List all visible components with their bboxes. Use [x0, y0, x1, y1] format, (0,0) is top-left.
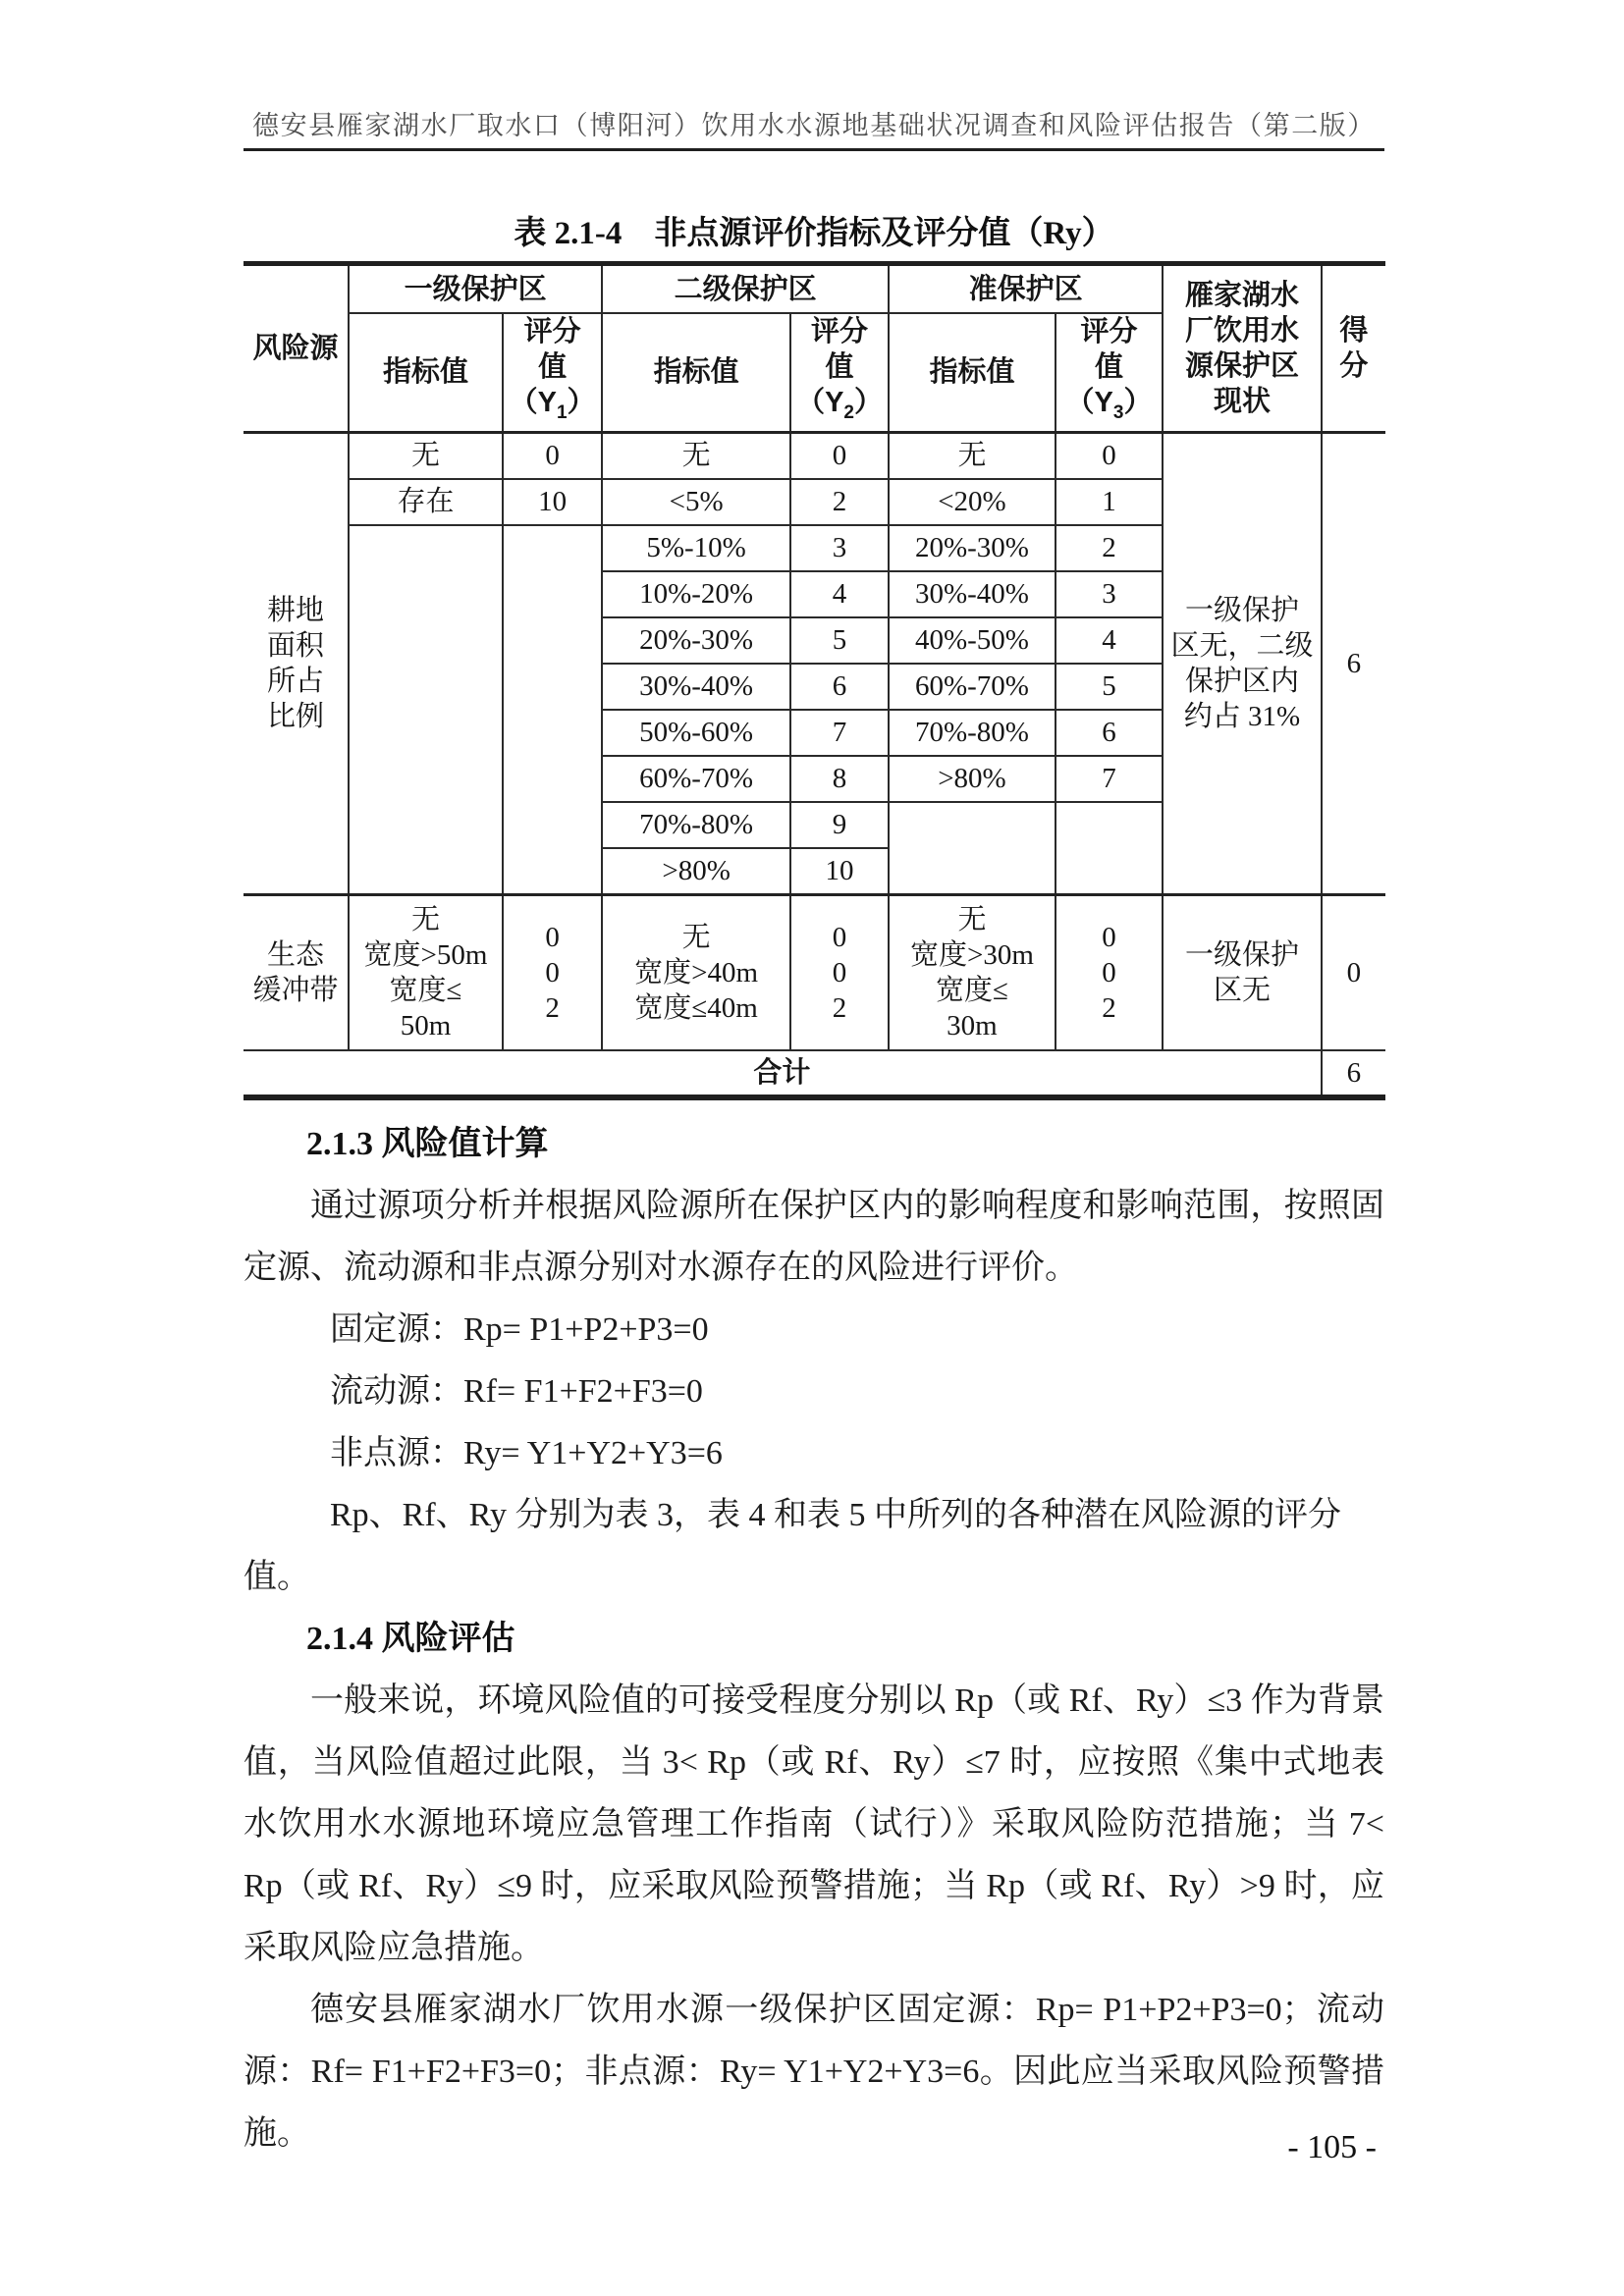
cropland-label-cell: 耕地 面积 所占 比例	[244, 432, 349, 894]
indicator-cell: 60%-70%	[602, 756, 790, 802]
score-cell: 10	[790, 848, 889, 895]
indicator-cell: 无 宽度>30m 宽度≤ 30m	[889, 894, 1056, 1050]
paragraph-conclusion: 德安县雁家湖水厂饮用水源一级保护区固定源：Rp= P1+P2+P3=0；流动源：Rf= F1+F2+F3=0；非点源：Ry= Y1+Y2+Y3=6。因此应当采取风险预警措施。	[244, 1991, 1384, 2152]
total-label-cell: 合计	[244, 1050, 1322, 1097]
score-cell: 7	[1056, 756, 1163, 802]
score-y2-subscript: 2	[843, 401, 854, 423]
indicator-cell: 70%-80%	[889, 710, 1056, 756]
indicator-cell: 50%-60%	[602, 710, 790, 756]
score-cell: 6	[790, 664, 889, 710]
score-cell: 0	[1056, 432, 1163, 479]
formula-mobile-source: 流动源：Rf= F1+F2+F3=0	[330, 1372, 703, 1410]
score-y-close: ）	[854, 387, 884, 418]
paragraph-risk-assessment: 一般来说，环境风险值的可接受程度分别以 Rp（或 Rf、Ry）≤3 作为背景值，当风险值超过此限，当 3< Rp（或 Rf、Ry）≤7 时，应按照《集中式地表水饮用水水源地环境应急管理工作指南（试行）》采取风险防范措施；当 7< Rp（或 Rf、Ry）≤9 时，应采取风险预警措施；当 Rp（或 Rf、Ry）>9 时，应采取风险应急措施。	[244, 1682, 1384, 1966]
zone3-indicator-header-cell: 指标值	[889, 313, 1056, 432]
status-header-cell: 雁家湖水 厂饮用水 源保护区 现状	[1163, 264, 1322, 433]
empty-cell	[889, 802, 1056, 895]
risk-score-table	[244, 261, 1385, 1100]
score-cell: 0 0 2	[790, 894, 889, 1050]
cropland-status-cell: 一级保护 区无，二级 保护区内 约占 31%	[1163, 432, 1322, 894]
indicator-cell: 无 宽度>50m 宽度≤ 50m	[349, 894, 503, 1050]
indicator-cell: 20%-30%	[889, 525, 1056, 571]
indicator-cell: 5%-10%	[602, 525, 790, 571]
score-cell: 10	[503, 479, 602, 525]
score-cell: 0	[790, 432, 889, 479]
paragraph-risk-calc: 通过源项分析并根据风险源所在保护区内的影响程度和影响范围，按照固定源、流动源和非点源分别对水源存在的风险进行评价。	[244, 1187, 1384, 1286]
score-cell: 4	[1056, 617, 1163, 664]
indicator-cell: 无	[889, 432, 1056, 479]
score-cell: 4	[790, 571, 889, 617]
running-head	[244, 0, 1384, 151]
indicator-cell: 10%-20%	[602, 571, 790, 617]
score-cell: 2	[790, 479, 889, 525]
indicator-cell: 无	[602, 432, 790, 479]
score-cell: 3	[790, 525, 889, 571]
section-heading-2-1-4: 2.1.4 风险评估	[306, 1620, 515, 1657]
running-head-title: 德安县雁家湖水厂取水口（博阳河）饮用水水源地基础状况调查和风险评估报告（第二版）	[252, 111, 1376, 140]
cropland-score-cell: 6	[1322, 432, 1385, 894]
indicator-cell: 存在	[349, 479, 503, 525]
formula-nonpoint-source: 非点源：Ry= Y1+Y2+Y3=6	[330, 1434, 723, 1471]
indicator-cell: 30%-40%	[889, 571, 1056, 617]
zone2-header-cell: 二级保护区	[602, 264, 889, 314]
score-label-line2: 值	[1095, 351, 1124, 383]
score-y-close: ）	[567, 387, 596, 418]
page-number: - 105 -	[1287, 2129, 1377, 2165]
total-row	[244, 1050, 1385, 1097]
indicator-cell: 无 宽度>40m 宽度≤40m	[602, 894, 790, 1050]
indicator-cell: >80%	[889, 756, 1056, 802]
eco-buffer-row	[244, 894, 1385, 1050]
score-cell: 1	[1056, 479, 1163, 525]
score-label-line1: 评分	[523, 316, 581, 347]
score-y-open: （Y	[1065, 387, 1113, 418]
score-cell: 7	[790, 710, 889, 756]
score-label-line1: 评分	[811, 316, 869, 347]
score-cell: 8	[790, 756, 889, 802]
score-cell: 0	[503, 432, 602, 479]
indicator-cell: 40%-50%	[889, 617, 1056, 664]
indicator-cell: 20%-30%	[602, 617, 790, 664]
score-cell: 2	[1056, 525, 1163, 571]
indicator-cell: 无	[349, 432, 503, 479]
score-cell: 5	[790, 617, 889, 664]
eco-label-cell: 生态 缓冲带	[244, 894, 349, 1050]
zone1-score-header-cell	[503, 313, 602, 432]
score-header-cell: 得 分	[1322, 264, 1385, 433]
indicator-cell: <5%	[602, 479, 790, 525]
paragraph-score-note: Rp、Rf、Ry 分别为表 3，表 4 和表 5 中所列的各种潜在风险源的评分值。	[244, 1496, 1341, 1595]
empty-cell	[503, 525, 602, 895]
score-label-line2: 值	[538, 351, 568, 383]
zone3-score-header-cell	[1056, 313, 1163, 432]
section-heading-2-1-3: 2.1.3 风险值计算	[306, 1125, 549, 1162]
indicator-cell: 60%-70%	[889, 664, 1056, 710]
indicator-cell: >80%	[602, 848, 790, 895]
table-caption: 表 2.1-4 非点源评价指标及评分值（Ry）	[514, 216, 1114, 251]
eco-score-cell: 0	[1322, 894, 1385, 1050]
score-y-close: ）	[1123, 387, 1153, 418]
risk-source-header-cell: 风险源	[244, 264, 349, 433]
zone2-indicator-header-cell: 指标值	[602, 313, 790, 432]
zone1-indicator-header-cell: 指标值	[349, 313, 503, 432]
indicator-cell: 30%-40%	[602, 664, 790, 710]
score-cell: 0 0 2	[503, 894, 602, 1050]
empty-cell	[1056, 802, 1163, 895]
score-y3-subscript: 3	[1112, 401, 1124, 423]
score-cell: 3	[1056, 571, 1163, 617]
score-cell: 5	[1056, 664, 1163, 710]
zone3-header-cell: 准保护区	[889, 264, 1163, 314]
score-y1-subscript: 1	[556, 401, 568, 423]
total-score-cell: 6	[1322, 1050, 1385, 1097]
formula-fixed-source: 固定源：Rp= P1+P2+P3=0	[330, 1310, 709, 1348]
score-y-open: （Y	[509, 387, 557, 418]
score-cell: 9	[790, 802, 889, 848]
indicator-cell: <20%	[889, 479, 1056, 525]
score-label-line1: 评分	[1080, 316, 1138, 347]
score-cell: 6	[1056, 710, 1163, 756]
eco-status-cell: 一级保护 区无	[1163, 894, 1322, 1050]
empty-cell	[349, 525, 503, 895]
zone2-score-header-cell	[790, 313, 889, 432]
score-cell: 0 0 2	[1056, 894, 1163, 1050]
score-label-line2: 值	[825, 351, 854, 383]
score-y-open: （Y	[796, 387, 844, 418]
indicator-cell: 70%-80%	[602, 802, 790, 848]
cropland-row-1	[244, 432, 1385, 479]
table-header-row-1	[244, 264, 1385, 314]
zone1-header-cell: 一级保护区	[349, 264, 602, 314]
body-text	[244, 1113, 1384, 2164]
